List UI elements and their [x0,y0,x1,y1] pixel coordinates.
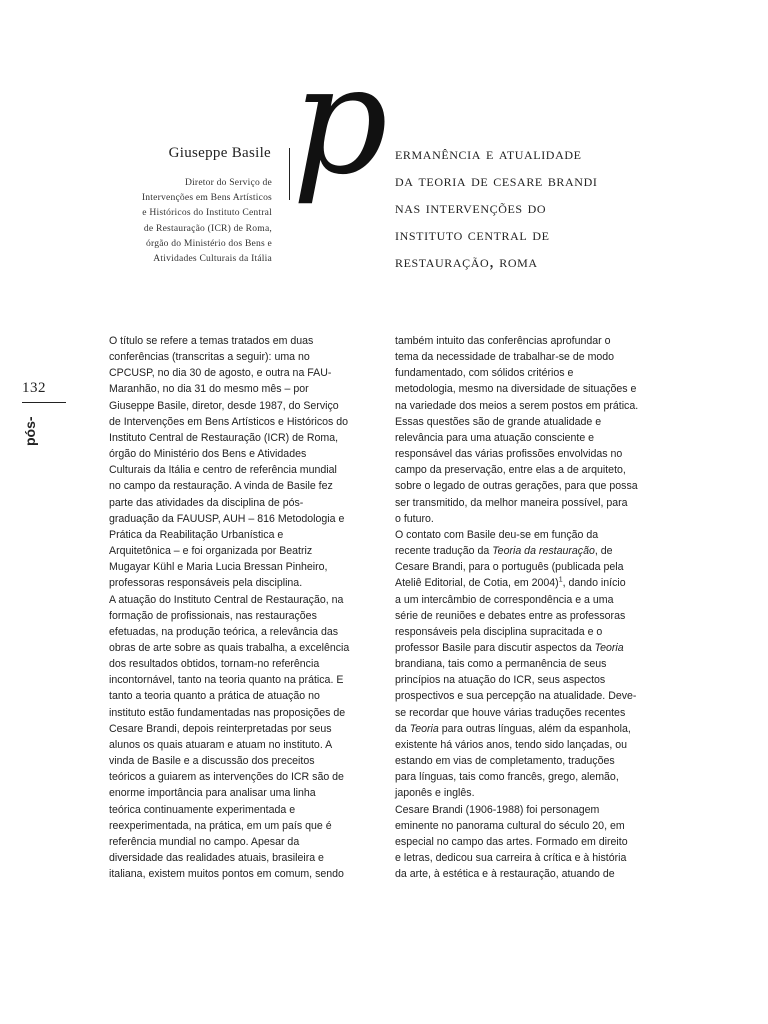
body-text-line [395,462,657,478]
body-text-line [395,511,657,527]
body-text-run: Essas questões são de grande atualidade e [395,415,602,428]
body-text-run: japonês e inglês. [395,787,475,800]
body-text-line: Arquitetônica – e foi organizada por Beatriz [109,545,313,558]
body-text-line: alunos os quais atuaram e atuam no instituto. A [109,738,333,751]
body-text-line [395,866,657,882]
body-text-line [395,624,657,640]
body-text-line: vinda de Basile e a discussão dos preceitos [109,755,315,768]
body-text-run: Ateliê Editorial, de Cotia, em 2004) [395,577,559,590]
body-text-line: professoras responsáveis pela disciplina. [109,577,303,590]
body-text-run: brandiana, tais como a permanência de seus [395,658,607,671]
body-text-line [395,721,657,737]
body-text-run: , dando início [562,577,626,590]
body-text-line [395,365,657,381]
body-text-run: recente tradução da [395,545,493,558]
body-text-run: Cesare Brandi (1906-1988) foi personagem [395,803,600,816]
body-text-line: de Intervenções em Bens Artísticos e Históricos do [109,415,349,428]
body-text-line: órgão do Ministério dos Bens e Atividades [109,448,307,461]
body-text-run: estando em vias de completamento, traduções [395,755,615,768]
article-title-line: restauração, roma [395,251,538,271]
body-text-line [395,349,657,365]
body-text-line: teóricos a guiarem as intervenções do ICR são de [109,771,344,784]
body-text-line: tanto a teoria quanto a prática de atuação no [109,690,320,703]
author-bio-line: Intervenções em Bens Artísticos [141,192,272,204]
body-text-run: também intuito das conferências aprofundar o [395,335,611,347]
body-text-run: o futuro. [395,512,434,525]
body-text-line [395,769,657,785]
author-bio-line: e Históricos do Instituto Central [142,207,272,219]
body-text-line [395,381,657,397]
body-text-line: diversidade das realidades atuais, brasileira e [109,852,324,864]
body-text-line [395,818,657,834]
body-text-line: graduação da FAUUSP, AUH – 816 Metodologia e [109,512,345,525]
body-text-line: Mugayar Kühl e Maria Lucia Bressan Pinheiro, [109,561,328,574]
body-text-line [395,608,657,624]
article-title-line: instituto central de [395,224,550,244]
body-text-run: metodologia, mesmo na diversidade de situações e [395,383,637,396]
body-text-run: prospectivos e sua percepção na atualidade. Deve- [395,690,637,703]
body-text-line [395,802,657,818]
body-text-line [395,414,657,430]
body-text-line [395,737,657,753]
body-text-line [395,430,657,446]
body-text-line: dos resultados obtidos, tornam-no referência [109,658,320,671]
body-text-run: professor Basile para discutir aspectos da [395,641,595,654]
body-text-run: O contato com Basile deu-se em função da [395,528,599,541]
body-text-run: ser transmitido, da melhor maneira possível, para [395,496,628,509]
article-title [395,140,675,275]
body-text-run: da arte, à estética e à restauração, atuando de [395,868,615,881]
body-text-run: a um intercâmbio de correspondência e a uma [395,593,614,606]
body-text-line: Prática da Reabilitação Urbanística e [109,528,284,541]
body-text-run: tema da necessidade de trabalhar-se de modo [395,351,615,364]
body-text-run: campo da preservação, entre elas a de arquiteto, [395,464,626,477]
body-text-line: efetuadas, na produção teórica, a relevância das [109,625,339,638]
author-bio-line: Atividades Culturais da Itália [153,253,272,265]
author-name: Giuseppe Basile [168,145,271,161]
body-text-run: série de reuniões e debates entre as professoras [395,609,626,622]
body-text-line: no campo da restauração. A vinda de Basile fez [109,480,333,493]
body-text-line [395,656,657,672]
body-text-run: da [395,722,410,735]
body-text-line: instituto estão fundamentadas nas proposições de [109,706,346,719]
author-bio-line: órgão do Ministério dos Bens e [145,237,272,249]
body-text-run: para outras línguas, além da espanhola, [438,722,631,735]
body-text-line [395,688,657,704]
body-text-run: responsável das várias profissões envolvidas no [395,448,623,461]
body-text-run: sobre o legado de outras gerações, para que possa [395,480,638,493]
body-text-run: se recordar que houve várias traduções recentes [395,706,626,719]
body-text-line [395,705,657,721]
article-title-line: nas intervenções do [395,197,547,217]
body-text-line: Cesare Brandi, depois reinterpretadas por seus [109,722,332,735]
article-title-line: ermanência e atualidade [395,143,582,163]
body-text-line [395,640,657,656]
body-column-left [109,333,371,882]
body-text-line [395,398,657,414]
body-text-line: CPCUSP, no dia 30 de agosto, e outra na FAU- [109,367,332,380]
author-bio [100,175,272,266]
body-text-run: responsáveis pela disciplina supracitada e o [395,625,603,638]
body-text-run: especial no campo das artes. Formado em direito [395,835,628,848]
body-text-line: Maranhão, no dia 31 do mesmo mês – por [109,383,309,396]
body-text-run: Cesare Brandi, para o português (publicada pela [395,561,624,574]
body-text-line: teórica continuamente experimentada e [109,803,296,816]
body-text-run: princípios na atuação do ICR, seus aspectos [395,674,606,687]
body-text-line: incontornável, tanto na teoria quanto na prática. E [109,674,344,687]
title-divider [289,148,290,200]
body-text-line [395,543,657,559]
footnote-marker: 1 [558,576,563,584]
body-text-line [395,495,657,511]
italic-title-reference: Teoria da restauração [492,545,595,558]
body-text-line: Instituto Central de Restauração (ICR) de Roma, [109,431,339,444]
body-text-line [395,527,657,543]
body-text-line: conferências (transcritas a seguir): uma no [109,351,310,364]
body-text-line [395,785,657,801]
italic-title-reference: Teoria [594,641,624,654]
margin-rule [22,402,66,403]
title-drop-letter: p [292,34,389,208]
body-text-run: relevância para uma atuação consciente e [395,431,595,444]
journal-mark: pós- [22,416,38,446]
body-text-line: reexperimentada, na prática, em um país que é [109,819,332,832]
body-text-run: fundamentado, com sólidos critérios e [395,367,574,380]
body-text-run: na variedade dos meios a serem postos em prática. [395,399,639,412]
body-text-line: Giuseppe Basile, diretor, desde 1987, do Serviço [109,399,339,412]
body-text-line: enorme importância para analisar uma linha [109,787,316,800]
body-text-line [395,478,657,494]
body-text-line [395,333,657,349]
body-text-line: A atuação do Instituto Central de Restauração, na [109,593,344,606]
body-text-line: Culturais da Itália e centro de referência mundial [109,464,337,477]
italic-title-reference: Teoria [409,722,439,735]
body-text-run: existente há vários anos, tendo sido lançadas, ou [395,738,628,751]
author-bio-line: de Restauração (ICR) de Roma, [143,222,272,234]
body-text-line [395,834,657,850]
body-text-line [395,559,657,575]
body-text-run: e letras, dedicou sua carreira à crítica e à história [395,852,627,864]
body-text-line: formação de profissionais, nas restaurações [109,609,317,622]
page-number: 132 [22,380,46,396]
body-text-line: referência mundial no campo. Apesar da [109,835,300,848]
body-text-line: O título se refere a temas tratados em duas [109,335,314,347]
body-text-run: , de [594,545,613,558]
body-text-line [395,446,657,462]
body-text-line [395,575,657,591]
body-text-line [395,592,657,608]
body-column-right [395,333,657,882]
body-text-line: italiana, existem muitos pontos em comum, sendo [109,868,344,881]
body-text-line [395,753,657,769]
body-text-line: obras de arte sobre as quais trabalha, a excelência [109,641,350,654]
article-title-line: da teoria de cesare brandi [395,170,598,190]
body-text-line [395,850,657,866]
body-text-line: parte das atividades da disciplina de pós- [109,496,304,509]
body-text-line [395,672,657,688]
body-text-run: eminente no panorama cultural do século 20, em [395,819,625,832]
body-text-run: para línguas, tais como francês, grego, alemão, [395,771,619,784]
author-bio-line: Diretor do Serviço de [184,177,272,188]
